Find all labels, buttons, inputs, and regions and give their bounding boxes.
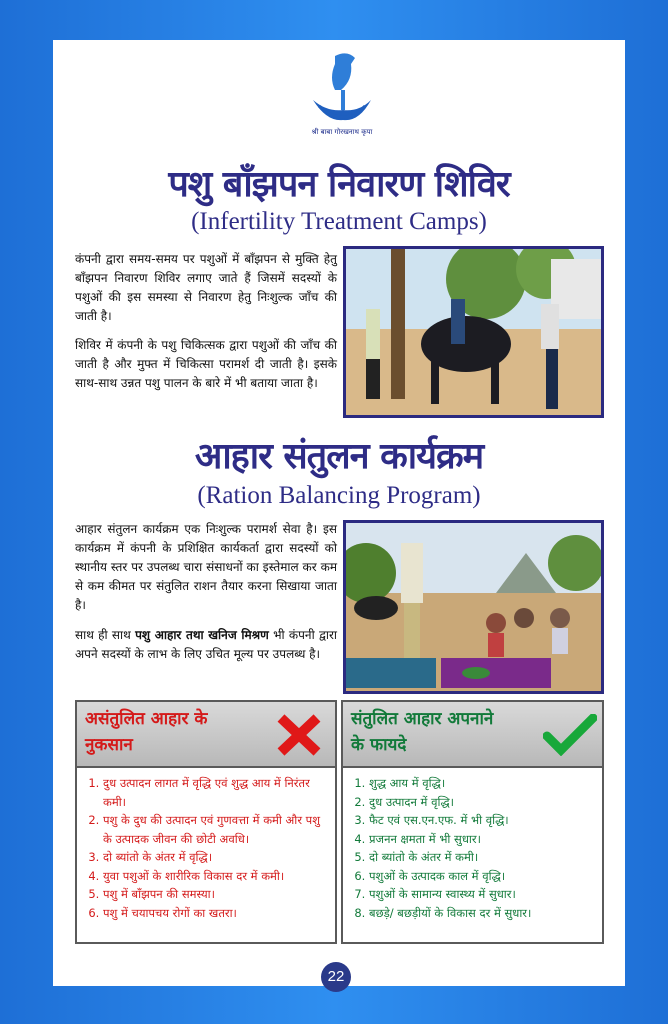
- page: [53, 40, 625, 986]
- section1-paragraph-1: कंपनी द्वारा समय-समय पर पशुओं में बाँझपन से मुक्ति हेतु बाँझपन निवारण शिविर लगाए जाते हैं जिसमें सदस्यों के पशुओं की इस समस्या से निवारण हेतु निःशुल्क जाँच की जाती है।: [75, 252, 337, 323]
- list-item: 1. शुद्ध आय में वृद्धि।: [369, 774, 598, 793]
- section2-paragraph-1: आहार संतुलन कार्यक्रम एक निःशुल्क परामर्श सेवा है। इस कार्यक्रम में कंपनी के प्रशिक्षित कार्यकर्ता द्वारा सदस्यों को स्थानीय स्तर पर उपलब्ध चारा संसाधनों का इस्तेमाल कर कम से कम कीमत पर संतुलित राशन तैयार करना सिखाया जाता है।: [75, 522, 337, 612]
- list-item: 6. पशुओं के उत्पादक काल में वृद्धि।: [369, 867, 598, 886]
- list-item: 3. दो ब्यांतो के अंतर में वृद्धि।: [103, 848, 331, 867]
- disadvantages-list: [77, 768, 335, 922]
- logo: [307, 50, 377, 150]
- infertility-camp-photo: [343, 246, 604, 418]
- list-item: 1. दुध उत्पादन लागत में वृद्धि एवं शुद्ध आय में निरंतर कमी।: [103, 774, 331, 811]
- ration-demo-image: [346, 523, 601, 691]
- disadvantages-header: [77, 702, 335, 768]
- benefits-list: [343, 768, 602, 922]
- milk-pot-logo-icon: [307, 50, 377, 130]
- benefits-header: [343, 702, 602, 768]
- list-item: 6. पशु में चयापचय रोगों का खतरा।: [103, 904, 331, 923]
- list-item: 7. पशुओं के सामान्य स्वास्थ्य में सुधार।: [369, 885, 598, 904]
- list-item: 5. पशु में बाँझपन की समस्या।: [103, 885, 331, 904]
- section2-paragraph-2: साथ ही साथ पशु आहार तथा खनिज मिश्रण भी कंपनी द्वारा अपने सदस्यों के लाभ के लिए उचित मूल्य पर उपलब्ध है।: [75, 628, 337, 661]
- section1-paragraph-2: शिविर में कंपनी के पशु चिकित्सक द्वारा पशुओं की जाँच की जाती है और मुफ्त में चिकित्सा परामर्श दी जाती है। इसके साथ-साथ उन्नत पशु पालन के बारे में भी बताया जाता है।: [75, 338, 337, 390]
- benefits-box: [341, 700, 604, 944]
- cross-icon: [277, 714, 321, 756]
- list-item: 2. पशु के दुध की उत्पादन एवं गुणवत्ता में कमी और पशु के उत्पादक जीवन की छोटी अवधि।: [103, 811, 331, 848]
- list-item: 2. दुध उत्पादन में वृद्धि।: [369, 793, 598, 812]
- checkmark-icon: [543, 714, 597, 756]
- list-item: 5. दो ब्यांतो के अंतर में कमी।: [369, 848, 598, 867]
- disadvantages-title: असंतुलित आहार के नुकसान: [85, 709, 208, 755]
- section1-title-hindi: पशु बाँझपन निवारण शिविर: [168, 164, 510, 205]
- buffalo-exam-image: [346, 249, 601, 415]
- benefits-title: संतुलित आहार अपनाने के फायदे: [351, 709, 494, 755]
- section2-title-hindi: आहार संतुलन कार्यक्रम: [194, 436, 484, 477]
- disadvantages-box: [75, 700, 337, 944]
- logo-caption: श्री बाबा गोरखनाथ कृपा: [311, 128, 373, 136]
- ration-balancing-photo: [343, 520, 604, 694]
- section2-title-english: (Ration Balancing Program): [197, 482, 481, 509]
- list-item: 4. युवा पशुओं के शारीरिक विकास दर में कमी।: [103, 867, 331, 886]
- list-item: 4. प्रजनन क्षमता में भी सुधार।: [369, 830, 598, 849]
- list-item: 8. बछड़े/ बछड़ीयों के विकास दर में सुधार।: [369, 904, 598, 923]
- page-number: 22: [321, 962, 351, 992]
- list-item: 3. फैट एवं एस.एन.एफ. में भी वृद्धि।: [369, 811, 598, 830]
- section1-title-english: (Infertility Treatment Camps): [191, 208, 487, 235]
